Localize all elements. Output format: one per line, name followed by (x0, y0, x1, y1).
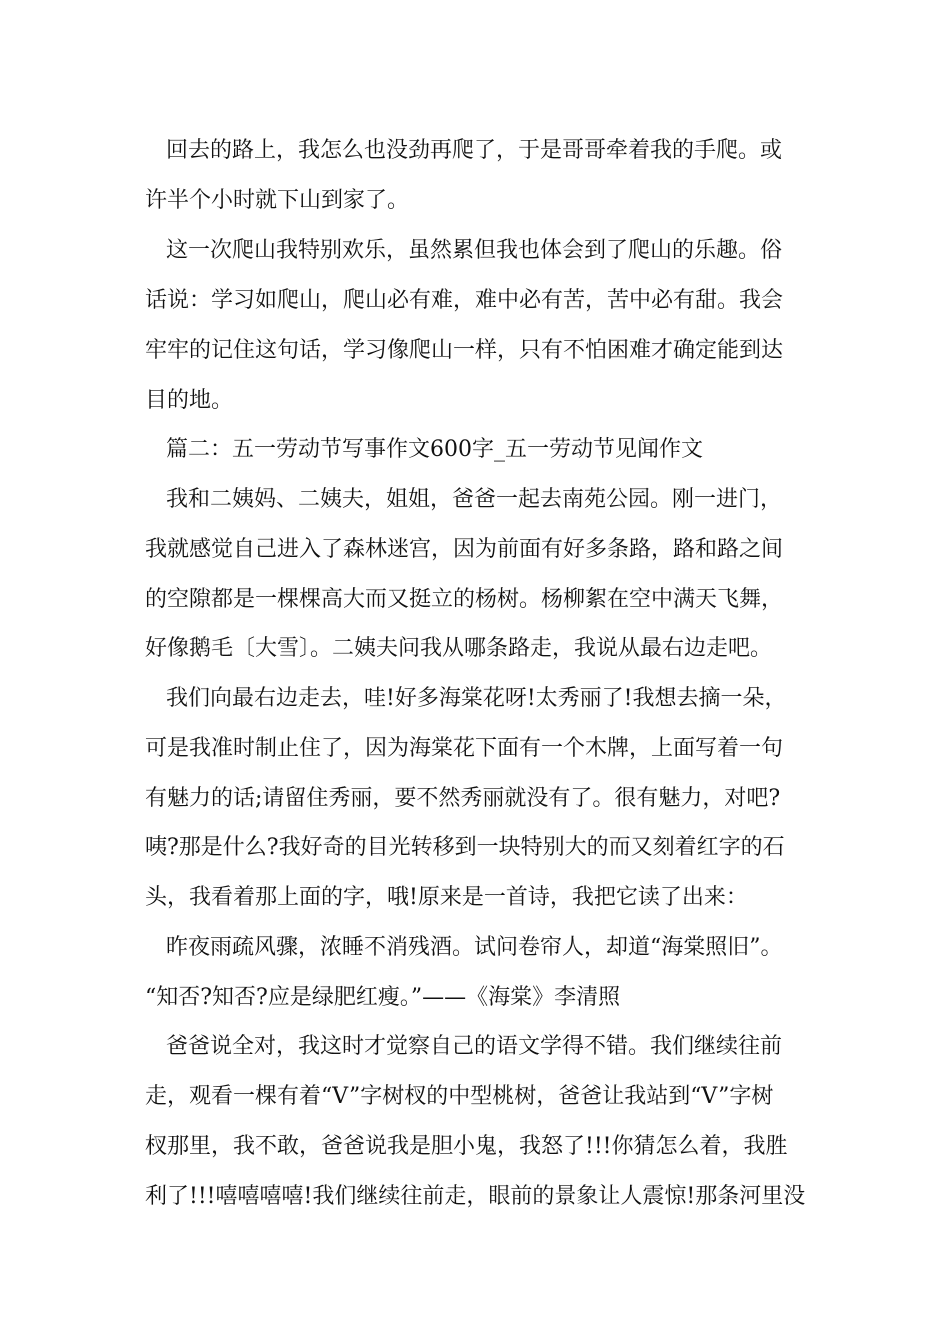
text-line: 我就感觉自己进入了森林迷宫，因为前面有好多条路，路和路之间 (145, 537, 784, 562)
text-line: 爸爸说全对，我这时才觉察自己的语文学得不错。我们继续往前 (166, 1034, 783, 1059)
poem-line: “知否?知否?应是绿肥红瘦。”——《海棠》李清照 (145, 985, 621, 1010)
text-line: 这一次爬山我特别欢乐，虽然累但我也体会到了爬山的乐趣。俗 (166, 238, 783, 263)
text-line: 回去的路上，我怎么也没劲再爬了，于是哥哥牵着我的手爬。或 (166, 138, 783, 163)
text-line: 的空隙都是一棵棵高大而又挺立的杨树。杨柳絮在空中满天飞舞， (145, 587, 784, 612)
text-line: 可是我准时制止住了，因为海棠花下面有一个木牌，上面写着一句 (145, 736, 784, 761)
text-line: 杈那里，我不敢，爸爸说我是胆小鬼，我怒了!!!你猜怎么着，我胜 (145, 1134, 788, 1159)
text-line: 许半个小时就下山到家了。 (145, 188, 410, 213)
text-line: 目的地。 (145, 388, 234, 413)
text-line: 咦?那是什么?我好奇的目光转移到一块特别大的而又刻着红字的石 (145, 835, 785, 860)
text-line: 走，观看一棵有着“V”字树杈的中型桃树，爸爸让我站到“V”字树 (145, 1084, 774, 1109)
section-heading: 篇二：五一劳动节写事作文600字_五一劳动节见闻作文 (166, 437, 703, 462)
text-line: 我和二姨妈、二姨夫，姐姐，爸爸一起去南苑公园。刚一进门， (166, 487, 783, 512)
text-line: 牢牢的记住这句话，学习像爬山一样，只有不怕困难才确定能到达 (145, 338, 784, 363)
poem-line: 昨夜雨疏风骤，浓睡不消残酒。试问卷帘人，却道“海棠照旧”。 (166, 935, 783, 960)
text-line: 好像鹅毛〔大雪〕。二姨夫问我从哪条路走，我说从最右边走吧。 (145, 636, 773, 661)
text-line: 我们向最右边走去，哇!好多海棠花呀!太秀丽了!我想去摘一朵， (166, 686, 787, 711)
text-line: 利了!!!嘻嘻嘻嘻!我们继续往前走，眼前的景象让人震惊!那条河里没 (145, 1184, 806, 1209)
text-line: 话说：学习如爬山，爬山必有难，难中必有苦，苦中必有甜。我会 (145, 288, 784, 313)
text-line: 有魅力的话;请留住秀丽，要不然秀丽就没有了。很有魅力，对吧? (145, 786, 781, 811)
text-line: 头，我看着那上面的字，哦!原来是一首诗，我把它读了出来： (145, 885, 748, 910)
